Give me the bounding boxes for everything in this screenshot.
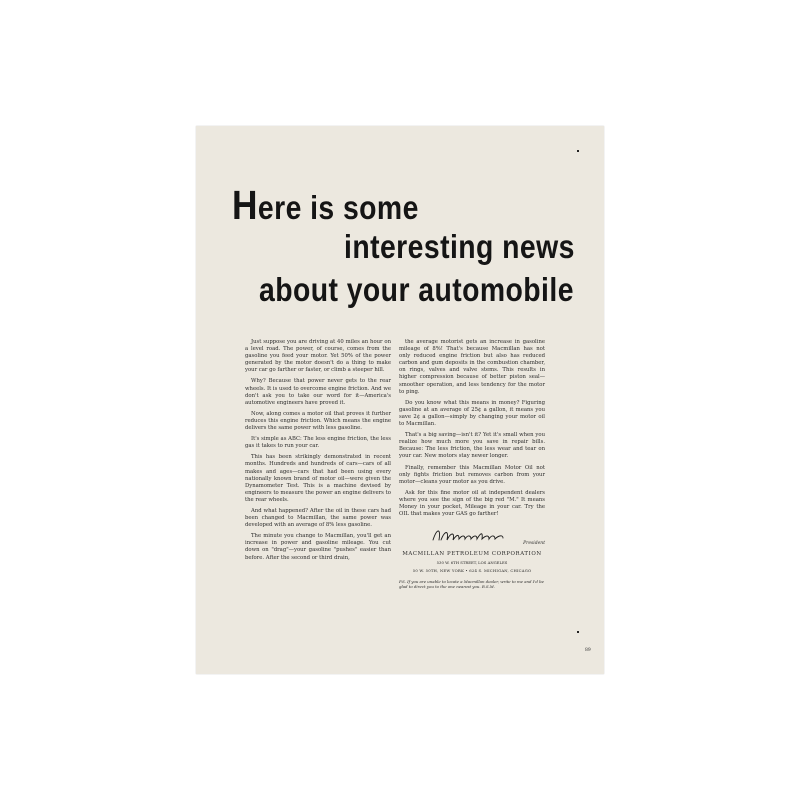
paragraph: Just suppose you are driving at 40 miles an hour on a level road. The power, of course, comes from the gasoline you feed your motor. Yet 50% of the power generated by the motor doesn't do a thing to make your car go farther or faster, or climb a steeper hill. xyxy=(245,339,391,374)
paragraph: Why? Because that power never gets to the rear wheels. It is used to overcome engine friction. And we don't ask you to take our word for it—America's automotive engineers have proved it. xyxy=(245,378,391,406)
company-name: MACMILLAN PETROLEUM CORPORATION xyxy=(402,551,542,558)
paragraph: Finally, remember this Macmillan Motor Oil not only fights friction but removes carbon from your motor—cleans your motor as you drive. xyxy=(399,464,545,485)
paragraph: It's simple as ABC: The less engine friction, the less gas it takes to run your car. xyxy=(245,436,391,450)
headline-initial: H xyxy=(232,182,258,228)
paragraph: Ask for this fine motor oil at independent dealers where you see the sign of the big red "M." It means Money in your pocket, Mileage in your car. Try the OIL that makes your GAS go farther! xyxy=(399,489,545,518)
handwritten-signature-icon xyxy=(429,526,519,544)
page-number: 89 xyxy=(585,648,591,653)
paragraph: Now, along comes a motor oil that proves it further reduces this engine friction. Which means the engine delivers the same power with less gasoline. xyxy=(245,410,391,432)
company-address-2: 50 W. 50TH, NEW YORK • 624 S. MICHIGAN, CHICAGO xyxy=(412,568,532,574)
headline-line-1-rest: ere is some xyxy=(257,189,419,226)
paragraph: And what happened? After the oil in these cars had been changed to Macmillan, the same power was developed with an average of 8% less gasoline. xyxy=(245,507,391,529)
paragraph: Do you know what this means in money? Figuring gasoline at an average of 25¢ a gallon, it means you save 2¢ a gallon—simply by changing your motor oil to Macmillan. xyxy=(399,399,545,428)
signature-image xyxy=(429,526,545,542)
body-column-left xyxy=(245,339,391,566)
headline-line-1 xyxy=(232,182,419,229)
paragraph: the average motorist gets an increase in gasoline mileage of 8%! That's because Macmillan has not only reduced engine friction but also has reduced carbon and gum deposits in the combustion chamber, on rings, valves and valve stems. This results in higher compression because of better piston seal—smoother operation, and less tendency for the motor to ping. xyxy=(399,339,545,395)
headline xyxy=(196,126,604,326)
paragraph: The minute you change to Macmillan, you'll get an increase in power and gasoline mileage. You cut down on "drag"—your gasoline "pushes" easier than before. After the second or third drain, xyxy=(245,533,391,561)
body-column-right xyxy=(399,339,545,589)
signature-title: President xyxy=(523,541,545,547)
headline-line-3: about your automobile xyxy=(259,271,574,308)
magazine-page xyxy=(196,126,604,674)
headline-line-2: interesting news xyxy=(344,228,575,265)
postscript: P.S. If you are unable to locate a Macmillan dealer, write to me and I'd be glad to direct you to the one nearest you. R.S.M. xyxy=(399,578,544,589)
corner-mark-bottom xyxy=(577,631,579,633)
paragraph: That's a big saving—isn't it? Yet it's small when you realize how much more you save in repair bills. Because: The less friction, the less wear and tear on your car. New motors stay newer longer. xyxy=(399,432,545,460)
company-address-1: 530 W. 6TH STREET, LOS ANGELES xyxy=(436,560,508,566)
paragraph: This has been strikingly demonstrated in recent months. Hundreds and hundreds of cars—cars of all makes and ages—cars that had been using every nationally known brand of motor oil—were given the Dynamometer Test. This is a machine devised by engineers to measure the power an engine delivers to the rear wheels. xyxy=(245,454,391,503)
